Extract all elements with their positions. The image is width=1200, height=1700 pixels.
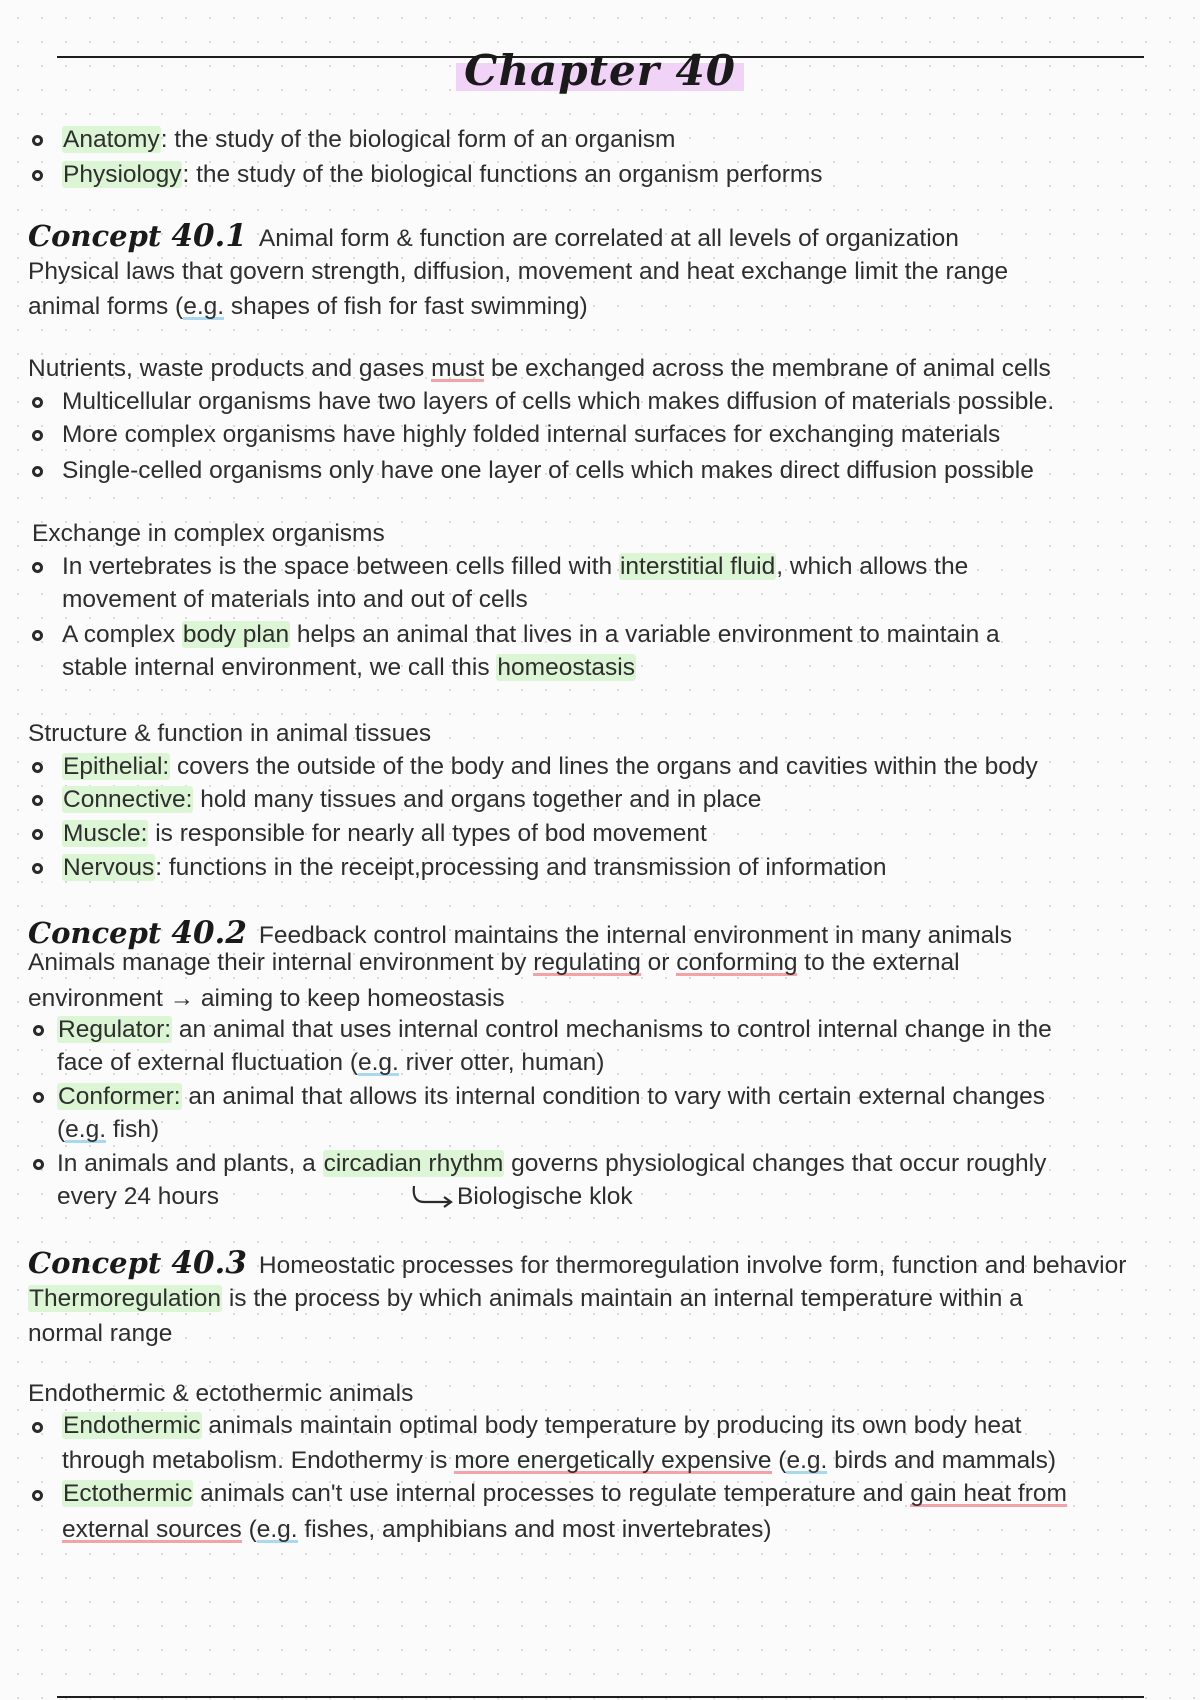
term-connective: Connective: <box>63 786 193 813</box>
paragraph-line: environment → aiming to keep homeostasis <box>28 985 505 1012</box>
list-item-continued: (e.g. fish) <box>57 1116 160 1143</box>
term-endothermic: Endothermic <box>63 1412 201 1439</box>
term-ectothermic: Ectothermic <box>63 1480 193 1507</box>
term-nervous: Nervous <box>63 854 155 881</box>
concept-label: Concept 40.1 <box>28 218 247 254</box>
subheading-exchange: Exchange in complex organisms <box>32 520 385 547</box>
bullet-icon <box>32 562 43 573</box>
bullet-icon <box>32 135 43 146</box>
emphasis-external-sources: external sources <box>62 1516 242 1543</box>
bullet-icon <box>32 430 43 441</box>
bullet-icon <box>32 1422 43 1433</box>
bullet-icon <box>32 466 43 477</box>
subheading-endothermic: Endothermic & ectothermic animals <box>28 1380 414 1407</box>
term-conformer: Conformer: <box>58 1083 181 1110</box>
list-item: Regulator: an animal that uses internal control mechanisms to control internal change in the <box>58 1016 1052 1043</box>
paragraph-line: Animals manage their internal environment by regulating or conforming to the external <box>28 949 960 976</box>
term-anatomy: Anatomy <box>63 126 160 153</box>
bullet-icon <box>32 630 43 641</box>
eg-abbrev: e.g. <box>256 1516 298 1543</box>
list-item-continued: movement of materials into and out of cells <box>62 586 528 613</box>
concept-label: Concept 40.2 <box>28 915 247 951</box>
emphasis-expensive: more energetically expensive <box>454 1447 772 1474</box>
concept-40-3-heading <box>28 1247 1126 1282</box>
intro-anatomy <box>62 124 675 156</box>
term-thermoregulation: Thermoregulation <box>29 1285 222 1312</box>
list-item: Conformer: an animal that allows its internal condition to vary with certain external changes <box>58 1083 1045 1110</box>
bullet-icon <box>33 1025 44 1036</box>
term-circadian-rhythm: circadian rhythm <box>323 1150 504 1177</box>
term-muscle: Muscle: <box>63 820 148 847</box>
bullet-icon <box>32 795 43 806</box>
eg-abbrev: e.g. <box>357 1049 399 1076</box>
side-note: Biologische klok <box>457 1183 633 1210</box>
emphasis-gain-heat: gain heat from <box>910 1480 1067 1507</box>
list-item: Epithelial: covers the outside of the body and lines the organs and cavities within the body <box>63 753 1038 780</box>
paragraph-line: Thermoregulation is the process by which animals maintain an internal temperature within a <box>29 1285 1023 1312</box>
bullet-icon <box>32 170 43 181</box>
term-physiology: Physiology <box>63 161 182 188</box>
emphasis-regulating: regulating <box>533 949 641 976</box>
list-item-continued: stable internal environment, we call this homeostasis <box>62 654 635 681</box>
list-item: Muscle: is responsible for nearly all types of bod movement <box>63 820 707 847</box>
list-item: Single-celled organisms only have one layer of cells which makes direct diffusion possible <box>62 457 1034 484</box>
bullet-icon <box>33 1159 44 1170</box>
paragraph-line: animal forms (e.g. shapes of fish for fast swimming) <box>28 293 588 320</box>
paragraph-line: Physical laws that govern strength, diffusion, movement and heat exchange limit the range <box>28 258 1009 285</box>
concept-40-1-heading <box>28 220 959 255</box>
list-item: A complex body plan helps an animal that lives in a variable environment to maintain a <box>62 621 1000 648</box>
intro-physiology <box>62 159 823 191</box>
list-item: More complex organisms have highly folded internal surfaces for exchanging materials <box>62 421 1001 448</box>
eg-abbrev: e.g. <box>786 1447 828 1474</box>
list-item: In animals and plants, a circadian rhythm governs physiological changes that occur roughly <box>57 1150 1047 1177</box>
definition-text: : the study of the biological form of an organism <box>160 126 676 153</box>
list-item: Nervous: functions in the receipt,processing and transmission of information <box>63 854 887 881</box>
bullet-icon <box>32 762 43 773</box>
list-item-continued: through metabolism. Endothermy is more energetically expensive (e.g. birds and mammals) <box>62 1447 1057 1474</box>
bottom-rule <box>57 1696 1144 1698</box>
paragraph-line: Nutrients, waste products and gases must be exchanged across the membrane of animal cells <box>28 355 1051 382</box>
list-item: Endothermic animals maintain optimal body temperature by producing its own body heat <box>63 1412 1022 1439</box>
eg-abbrev: e.g. <box>65 1116 107 1143</box>
subheading-tissues: Structure & function in animal tissues <box>28 720 432 747</box>
bullet-icon <box>32 863 43 874</box>
bullet-icon <box>33 1092 44 1103</box>
list-item-continued: every 24 hours <box>57 1183 220 1210</box>
concept-heading-text: Homeostatic processes for thermoregulation involve form, function and behavior <box>258 1252 1127 1279</box>
concept-label: Concept 40.3 <box>28 1245 247 1281</box>
emphasis-conforming: conforming <box>676 949 798 976</box>
hook-arrow-icon <box>410 1184 456 1208</box>
eg-abbrev: e.g. <box>183 293 225 320</box>
bullet-icon <box>32 397 43 408</box>
term-epithelial: Epithelial: <box>63 753 170 780</box>
list-item: Connective: hold many tissues and organs together and in place <box>63 786 762 813</box>
term-homeostasis: homeostasis <box>497 654 635 681</box>
concept-heading-text: Animal form & function are correlated at all levels of organization <box>258 225 959 252</box>
page-title <box>0 46 1200 95</box>
bullet-icon <box>32 829 43 840</box>
definition-text: : the study of the biological functions an organism performs <box>182 161 823 188</box>
list-item: Multicellular organisms have two layers of cells which makes diffusion of materials possible. <box>62 388 1055 415</box>
term-body-plan: body plan <box>182 621 290 648</box>
list-item-continued: face of external fluctuation (e.g. river otter, human) <box>57 1049 605 1076</box>
term-regulator: Regulator: <box>58 1016 172 1043</box>
concept-heading-text: Feedback control maintains the internal environment in many animals <box>258 922 1012 949</box>
chapter-title-text: Chapter 40 <box>456 46 744 95</box>
list-item: In vertebrates is the space between cells filled with interstitial fluid, which allows the <box>62 553 969 580</box>
term-interstitial-fluid: interstitial fluid <box>619 553 776 580</box>
paragraph-line: normal range <box>28 1320 173 1347</box>
list-item-continued: external sources (e.g. fishes, amphibians and most invertebrates) <box>62 1516 772 1543</box>
emphasis-must: must <box>431 355 485 382</box>
bullet-icon <box>32 1490 43 1501</box>
list-item: Ectothermic animals can't use internal processes to regulate temperature and gain heat from <box>63 1480 1067 1507</box>
